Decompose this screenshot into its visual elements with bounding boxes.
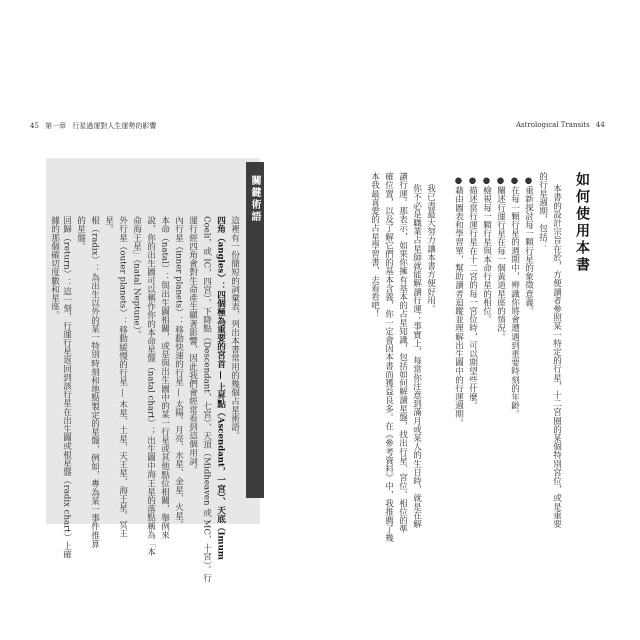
intro-line: 本書的設計宗旨在於，方便讀者參照某一特定的行星，十二宮圈的某個特別宮位，或是重要 [551,184,562,528]
glossary-line: 內行星（inner planets）：移動快速的行星 — 太陽、月亮、水星、金星、火星。 [173,216,184,529]
body-line: 我已盡最大努力讓本書方便好用。 [425,184,436,313]
glossary-line: 這裡有一份簡短的詞彙表，列出本書常用的幾個占星術語。 [229,216,240,440]
glossary-line: 命海王星」（natal Neptune）。 [131,216,142,339]
left-chapter-label: 第一章 [45,122,67,130]
bullet-icon: ● [509,176,520,186]
left-page-number: 45 [30,122,39,130]
section-title: 如何使用本書 [574,172,590,274]
glossary-line: 說，你的出生圖可以稱作你的本命星盤（natal chart）；出生圖中海王星的落點稱為「本 [145,216,156,557]
body-line: 本我最喜愛的占星學習書，去看看吧！ [369,172,380,319]
body-line: 你不必是職業占星師就能解讀行運；事實上，每當你注意到滿月或某人的生日時，就是在解 [411,184,422,528]
left-chapter-title: 行星過運對人生運勢的影響 [72,122,157,130]
intro-line: 的行星週期，包括： [537,172,548,250]
glossary-line: 外行星（outer planets）：移動緩慢的行星 — 木星、土星、天王星、海王星、冥王 [117,216,128,538]
body-line: 讀行運。那表示，如果你擁有基本的占星知識，包括如何解讀星盤，找出行星、宮位、相位的準 [397,172,408,534]
bullet-item: ●重新探討每一顆行星的象徵意義。 [523,176,534,315]
glossary-title: 關鍵術語 [249,175,260,223]
left-running-header [30,121,160,131]
glossary-line: 回歸（return）：這一刻，行運行星返回到該行星在出生圖或根星盤（radix chart）上確 [61,216,72,559]
bullet-icon: ● [495,176,506,186]
glossary-line: Coeli，或 IC，四宮）、下降點（Descendant，七宮）、天頂（Midheaven 或 MC，十宮）。行 [201,216,212,583]
glossary-line: 星。 [103,216,114,234]
glossary-line: 四角（angles）：四個極為重要的宮首 — 上昇點（Ascendant，一宮）、天底（Imum [215,216,226,560]
right-running-title: Astrological Transits [516,121,590,129]
bullet-icon: ● [467,176,478,186]
glossary-line: 據的那個確切度數和星座。 [49,216,60,320]
bullet-item: ●在每一顆行星的週期中，辨識你將會遭遇到重要時刻的年齡。 [509,176,520,419]
body-line: 確位置，以及了解它們的基本含義，你一定會因本書而獲益良多。在《參考資料》中，我推薦了幾 [383,172,394,542]
bullet-item: ●檢視每一顆行星與本命行星的相位。 [481,176,492,324]
glossary-line: 運行經四角會對生命產生顯著影響，因此我們會經常看到這個用詞。 [187,216,198,474]
bullet-item: ●闡述行運行星在每一個黃道星座的情況。 [495,176,506,341]
bullet-item: ●描述當行運行星在十二宮的每一宮位時，可以期望些什麼。 [467,176,478,410]
glossary-line: 本命（natal）：與出生圖相關，或是與出生圖中的某一行星或其他點位相關，舉例來 [159,216,170,539]
right-page-number: 44 [595,121,605,129]
glossary-line: 根（radix）：為出生以外的某一特別時刻和地點製定的星盤，例如，專為某一事件推算 [89,216,100,548]
right-running-header [516,121,609,129]
glossary-line: 的星盤。 [75,216,86,251]
bullet-icon: ● [523,176,534,186]
bullet-item: ●藉由圖表和學習單，幫助讀者追蹤並理解出生圖中的行運週期。 [453,176,464,427]
bullet-icon: ● [481,176,492,186]
bullet-icon: ● [453,176,464,186]
